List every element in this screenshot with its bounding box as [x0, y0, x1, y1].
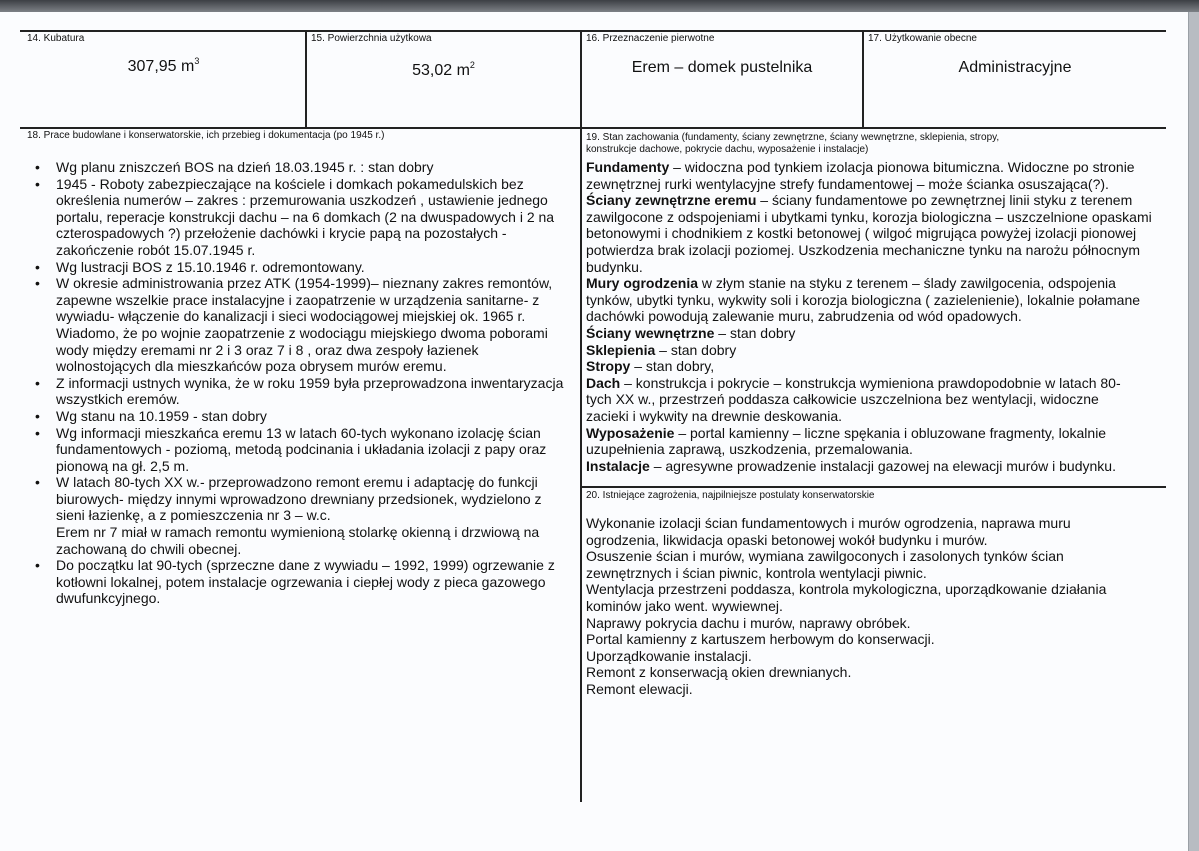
- postulate-line: Portal kamienny z kartuszem herbowym do konserwacji.: [586, 631, 935, 648]
- entry-term: Sklepienia: [586, 341, 656, 358]
- condition-entry-installations: [586, 458, 1161, 475]
- usable-area-number: 53,02 m: [412, 62, 470, 79]
- list-item: • Wg informacji mieszkańca eremu 13 w latach 60-tych wykonano izolację ścian fundamentowych - poziomą, metodą podcinania i układania izolacji z papy oraz pionową na gł. 2,5 m.: [56, 425, 561, 475]
- list-item: • Do początku lat 90-tych (sprzeczne dane z wywiadu – 1992, 1999) ogrzewanie z kotłowni lokalnej, potem instalacje ogrzewania i ciepłej wody z pieca gazowego dwufunkcyjnego.: [56, 557, 566, 607]
- postulate-line: Remont z konserwacją okien drewnianych.: [586, 664, 852, 681]
- unit-exponent: 3: [194, 56, 200, 66]
- unit-exponent: 2: [469, 60, 475, 70]
- entry-text: – konstrukcja i pokrycie – konstrukcja wymieniona prawdopodobnie w latach 80-tych XX w., przestrzeń poddasza całkowicie uszczelniona bez wentylacji, widoczne zacieki i wykwity na drewnie deskowania.: [586, 374, 1121, 424]
- postulate-line: Naprawy pokrycia dachu i murów, naprawy obróbek.: [586, 614, 911, 631]
- entry-term: Stropy: [586, 358, 631, 375]
- list-item: • Wg lustracji BOS z 15.10.1946 r. odremontowany.: [56, 259, 576, 276]
- postulate-line: Osuszenie ścian i murów, wymiana zawilgoconych i zasolonych tynków ścian zewnętrznych i ścian piwnic, kontrola wentylacji piwnic.: [586, 548, 1064, 581]
- postulate-line: Uporządkowanie instalacji.: [586, 647, 752, 664]
- section-19-label-line: 19. Stan zachowania (fundamenty, ściany zewnętrzne, ściany wewnętrzne, sklepienia, stropy,: [586, 132, 1000, 143]
- entry-term: Dach: [586, 374, 621, 391]
- section-20-body: [586, 515, 1141, 698]
- postulate-line: Wykonanie izolacji ścian fundamentowych i murów ogrodzenia, naprawa muru ogrodzenia, likwidacja opaski betonowej wokół budynku i murów.: [586, 515, 1071, 548]
- condition-entry-vaults: [586, 342, 1161, 359]
- section-18-label: 18. Prace budowlane i konserwatorskie, ich przebieg i dokumentacja (po 1945 r.): [27, 130, 385, 141]
- kubatura-label: 14. Kubatura: [27, 33, 85, 44]
- list-item: • Wg planu zniszczeń BOS na dzień 18.03.1945 r. : stan dobry: [56, 159, 576, 176]
- entry-text: – ściany fundamentowe po zewnętrznej linii styku z terenem zawilgocone z odspojeniami i ubytkami tynku, korozja biologiczna – uszczelnione opaskami betonowymi i chodnikiem z kostki betonowej ( wilgoć migrująca powyżej izolacji pionowej potwierdza brak izolacji poziomej. Uszkodzenia mechaniczne tynku na narożu północnym budynku.: [586, 192, 1152, 275]
- entry-term: Ściany zewnętrzne eremu: [586, 192, 757, 209]
- kubatura-number: 307,95 m: [127, 58, 195, 75]
- postulate-line: Remont elewacji.: [586, 680, 693, 697]
- section-19-label: [586, 132, 999, 156]
- condition-entry-roof: [586, 375, 1141, 425]
- column-divider: [580, 30, 582, 802]
- usable-area-label: 15. Powierzchnia użytkowa: [311, 33, 432, 44]
- current-use-value: Administracyjne: [958, 59, 1072, 76]
- usable-area-value: [307, 60, 580, 80]
- entry-term: Mury ogrodzenia: [586, 275, 699, 292]
- condition-entry-external-walls: [586, 192, 1161, 275]
- entry-term: Fundamenty: [586, 159, 670, 175]
- current-use-label: 17. Użytkowanie obecne: [868, 33, 977, 44]
- original-purpose-label: 16. Przeznaczenie pierwotne: [586, 33, 715, 44]
- entry-term: Instalacje: [586, 457, 650, 474]
- row-divider: [20, 127, 1166, 129]
- list-item: [56, 474, 556, 557]
- condition-entry-internal-walls: [586, 325, 1161, 342]
- table-top-border: [20, 30, 1166, 32]
- kubatura-value: [22, 56, 305, 76]
- entry-text: – portal kamienny – liczne spękania i obluzowane fragmenty, lokalnie uzupełnienia zaprawą, uszkodzenia, przemalowania.: [586, 424, 1107, 458]
- entry-text: – widoczna pod tynkiem izolacja pionowa bitumiczna. Widoczne po stronie zewnętrznej rurki wentylacyjne strefy fundamentowej – może ścianka osuszająca(?).: [586, 159, 1135, 192]
- entry-term: Ściany wewnętrzne: [586, 324, 715, 341]
- entry-text: – stan dobry: [655, 341, 737, 358]
- postulate-line: Wentylacja przestrzeni poddasza, kontrola mykologiczna, uporządkowanie działania kominów jako went. wywiewnej.: [586, 581, 1107, 614]
- entry-text: – agresywne prowadzenie instalacji gazowej na elewacji murów i budynku.: [649, 457, 1116, 474]
- list-item: • 1945 - Roboty zabezpieczające na kościele i domkach pokamedulskich bez określenia numerów – zakres : przemurowania uszkodzeń , ustawienie jednego portalu, reperacje konstrukcji dachu – na 6 domkach (2 na dwuspadowych i 2 na czterospadowych ?) przełożenie dachówki i krycie papą na pozostałych - zakończenie robót 15.07.1945 r.: [56, 176, 561, 259]
- scanner-edge-right: [1188, 12, 1199, 851]
- list-item-text: • W latach 80-tych XX w.- przeprowadzono remont eremu i adaptację do funkcji biurowych- między innymi wprowadzono drewniany przedsionek, wydzielono z sieni łazienkę, a z pomieszczenia nr 3 – w.c.: [56, 474, 542, 524]
- condition-entry-fundamenty: [586, 159, 1161, 192]
- entry-term: Wyposażenie: [586, 424, 675, 441]
- works-list: [26, 159, 576, 607]
- condition-entry-fence-walls: [586, 275, 1161, 325]
- list-item-note: Erem nr 7 miał w ramach remontu wymienioną stolarkę okienną i drzwiową na zachowaną do chwili obecnej.: [56, 524, 540, 557]
- section-19-body: [586, 159, 1161, 474]
- list-item: • W okresie administrowania przez ATK (1954-1999)– nieznany zakres remontów, zapewne wszelkie prace instalacyjne i zaopatrzenie w urządzenia sanitarne- z wywiadu- włączenie do kanalizacji i sieci wodociągowej miejskiej ok. 1965 r. Wiadomo, że po wojnie zaopatrzenie z wodociągu miejskiego dwoma poborami wody między eremami nr 2 i 3 oraz 7 i 8 , oraz dwa zespoły łazienek wolnostojących dla mieszkańców poza obrysem murów eremu.: [56, 275, 571, 375]
- entry-text: – stan dobry: [714, 324, 796, 341]
- column-divider: [862, 30, 864, 128]
- list-item: • Z informacji ustnych wynika, że w roku 1959 była przeprowadzona inwentaryzacja wszystkich eremów.: [56, 375, 576, 408]
- section-20-label: 20. Istniejące zagrożenia, najpilniejsze postulaty konserwatorskie: [586, 490, 875, 501]
- original-purpose-value: Erem – domek pustelnika: [631, 59, 813, 76]
- section-18-body: [26, 159, 576, 607]
- scanner-edge-top: [0, 0, 1199, 12]
- list-item: • Wg stanu na 10.1959 - stan dobry: [56, 408, 576, 425]
- condition-entry-ceilings: [586, 358, 1161, 375]
- condition-entry-equipment: [586, 425, 1141, 458]
- entry-text: – stan dobry,: [630, 358, 715, 375]
- entry-text: w złym stanie na styku z terenem – ślady zawilgocenia, odspojenia tynków, ubytki tynku, wykwity soli i korozja biologiczna ( zazielenienie), lokalnie połamane dachówki powodują zalewanie muru, zabrudzenia od wód opadowych.: [586, 275, 1141, 325]
- section-20-divider: [580, 486, 1166, 488]
- section-19-label-line: konstrukcje dachowe, pokrycie dachu, wyposażenie i instalacje): [586, 144, 869, 155]
